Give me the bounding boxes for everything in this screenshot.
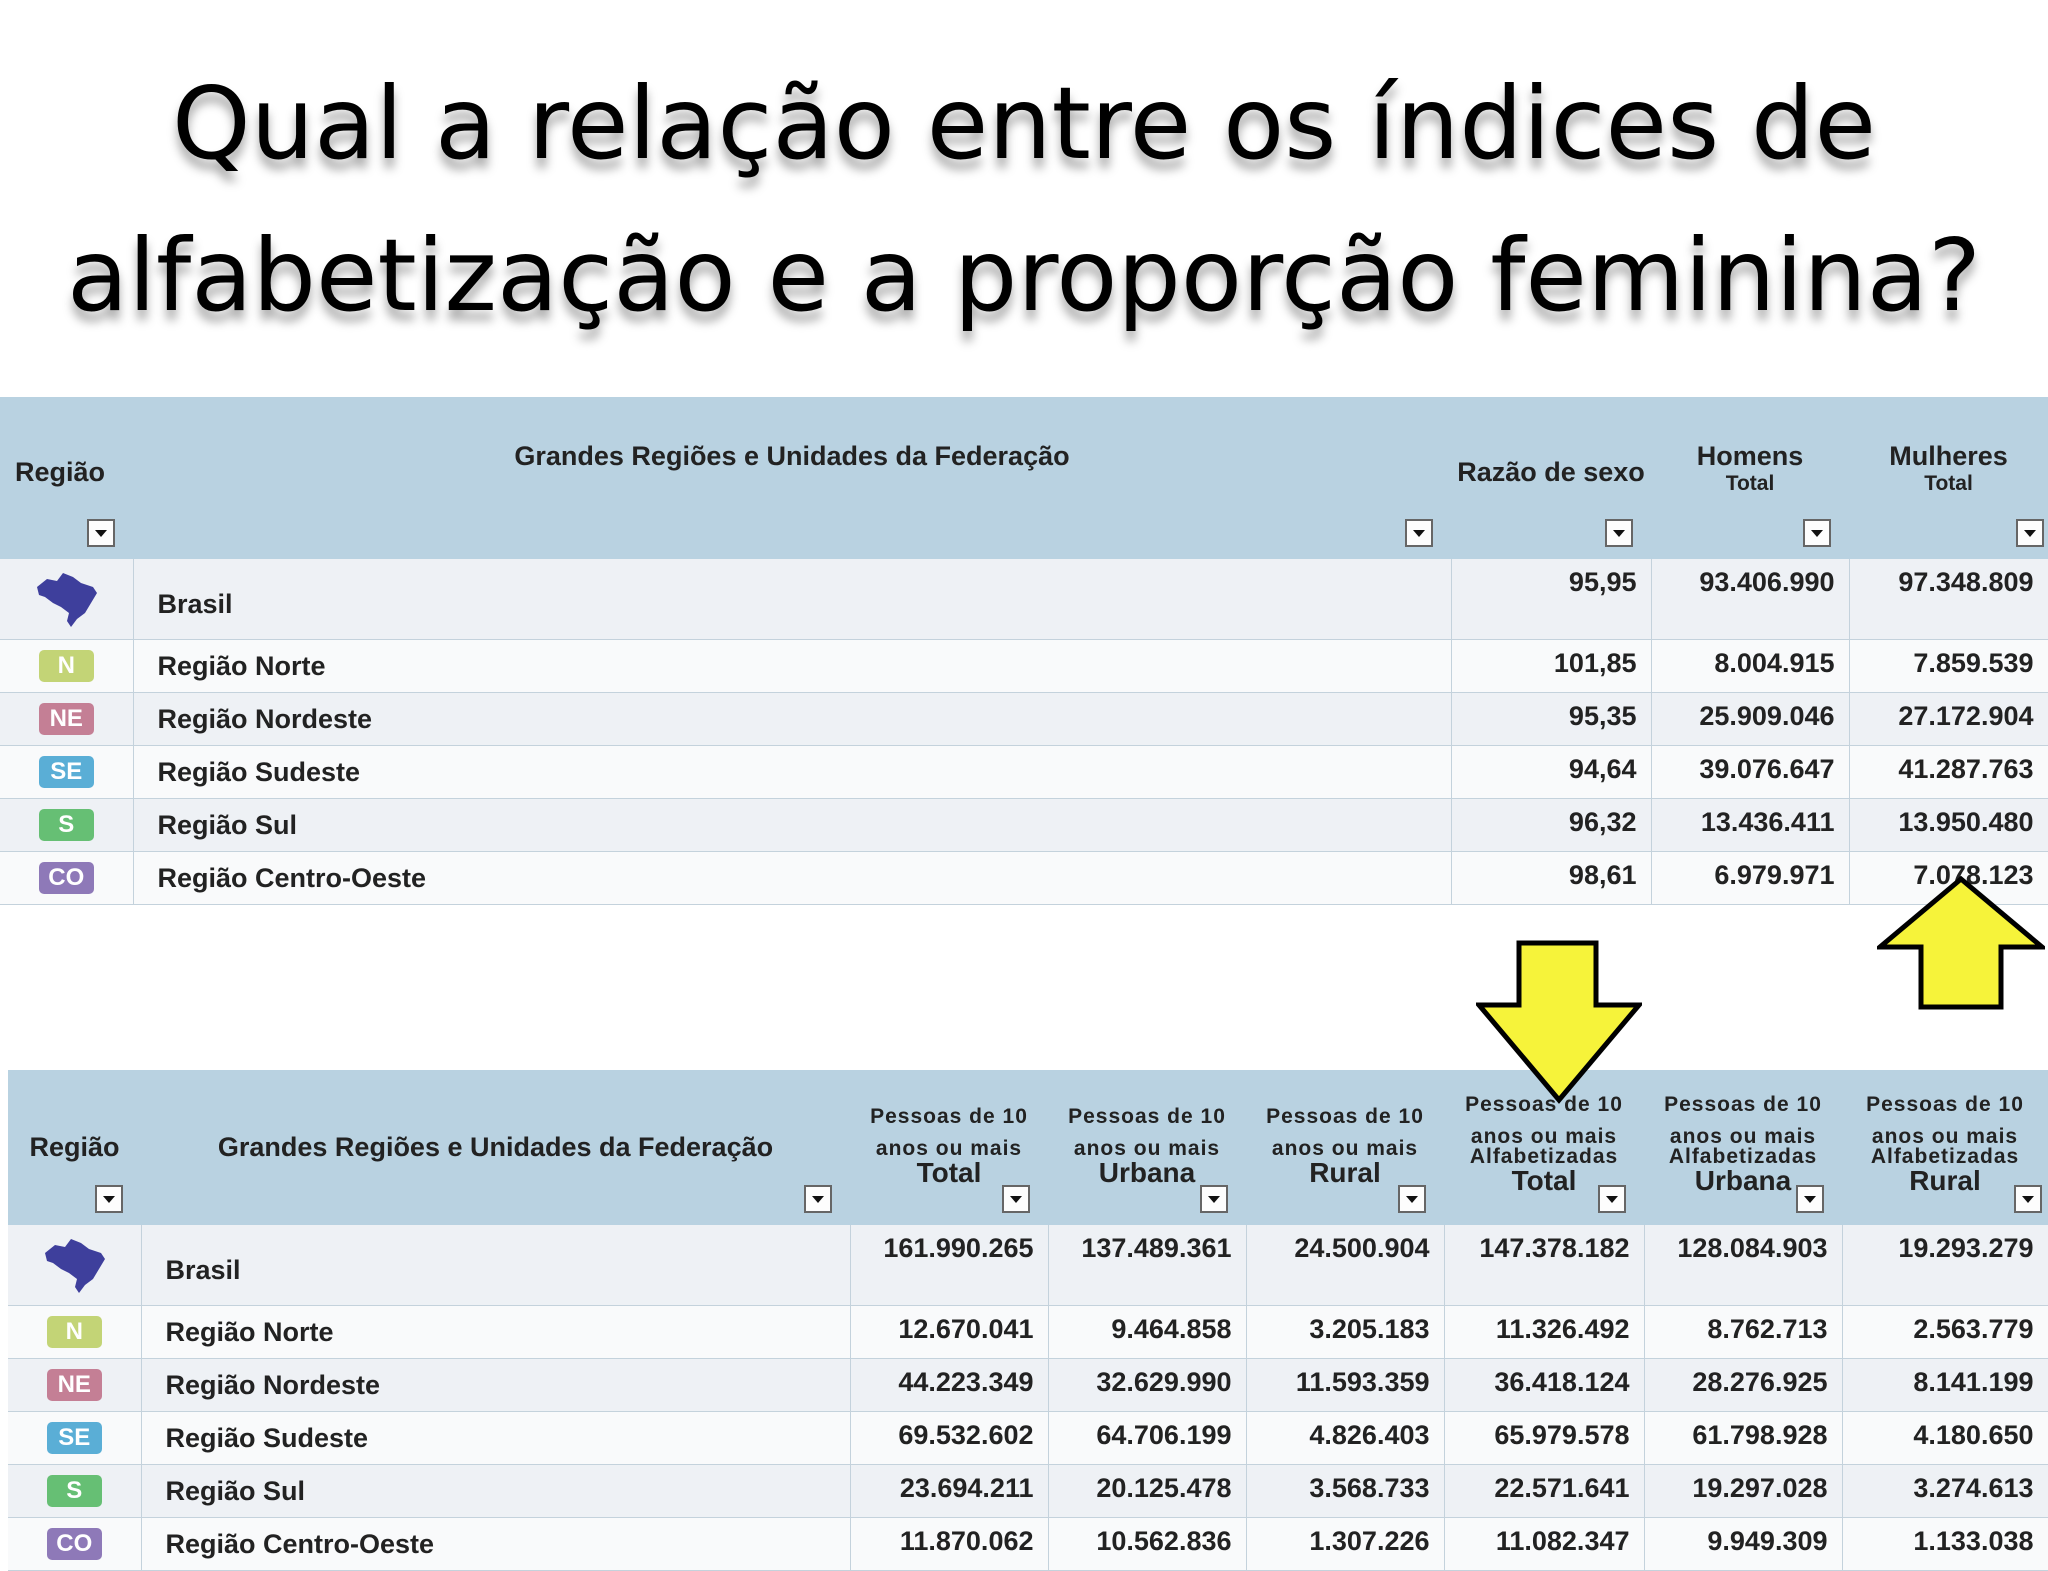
brazil-map-icon bbox=[33, 569, 99, 629]
homens-value: 93.406.990 bbox=[1651, 559, 1849, 640]
razao-value: 95,35 bbox=[1451, 693, 1651, 746]
razao-value: 96,32 bbox=[1451, 799, 1651, 852]
total-value: 23.694.211 bbox=[850, 1465, 1048, 1518]
alf-urbana-value: 128.084.903 bbox=[1644, 1225, 1842, 1306]
alf-total-value: 36.418.124 bbox=[1444, 1359, 1644, 1412]
slide-title-line-1: Qual a relação entre os índices de bbox=[172, 65, 1876, 182]
alf-urbana-value: 8.762.713 bbox=[1644, 1306, 1842, 1359]
total-value: 69.532.602 bbox=[850, 1412, 1048, 1465]
urbana-value: 20.125.478 bbox=[1048, 1465, 1246, 1518]
region-badge-co: CO bbox=[39, 862, 94, 894]
total-value: 12.670.041 bbox=[850, 1306, 1048, 1359]
header-mulheres: Mulheres Total bbox=[1849, 397, 2048, 559]
dropdown-arrow-icon[interactable] bbox=[1803, 519, 1831, 547]
dropdown-arrow-icon[interactable] bbox=[1002, 1185, 1030, 1213]
rural-value: 1.307.226 bbox=[1246, 1518, 1444, 1571]
mulheres-value: 41.287.763 bbox=[1849, 746, 2048, 799]
dropdown-arrow-icon[interactable] bbox=[1605, 519, 1633, 547]
header-alfabetizadas-rural: Pessoas de 10 anos ou mais Alfabetizadas Rural bbox=[1842, 1070, 2048, 1225]
dropdown-arrow-icon[interactable] bbox=[2014, 1185, 2042, 1213]
total-value: 44.223.349 bbox=[850, 1359, 1048, 1412]
region-badge-s: S bbox=[47, 1475, 102, 1507]
region-badge-n: N bbox=[39, 650, 94, 682]
rural-value: 4.826.403 bbox=[1246, 1412, 1444, 1465]
slide-title bbox=[0, 48, 2048, 352]
region-name: Região Centro-Oeste bbox=[141, 1518, 850, 1571]
dropdown-arrow-icon[interactable] bbox=[87, 519, 115, 547]
alf-urbana-value: 28.276.925 bbox=[1644, 1359, 1842, 1412]
homens-value: 8.004.915 bbox=[1651, 640, 1849, 693]
table-row bbox=[8, 1306, 2048, 1359]
table-row bbox=[8, 1225, 2048, 1306]
region-name: Região Norte bbox=[141, 1306, 850, 1359]
region-badge-n: N bbox=[47, 1316, 102, 1348]
rural-value: 3.205.183 bbox=[1246, 1306, 1444, 1359]
region-badge-se: SE bbox=[47, 1422, 102, 1454]
header-razao-de-sexo: Razão de sexo bbox=[1451, 397, 1651, 559]
dropdown-arrow-icon[interactable] bbox=[95, 1185, 123, 1213]
alf-rural-value: 1.133.038 bbox=[1842, 1518, 2048, 1571]
region-name: Região Nordeste bbox=[141, 1359, 850, 1412]
header-pessoas-urbana: Pessoas de 10 anos ou mais Urbana bbox=[1048, 1070, 1246, 1225]
rural-value: 3.568.733 bbox=[1246, 1465, 1444, 1518]
homens-value: 39.076.647 bbox=[1651, 746, 1849, 799]
header-grandes-regioes: Grandes Regiões e Unidades da Federação bbox=[141, 1070, 850, 1225]
mulheres-value: 13.950.480 bbox=[1849, 799, 2048, 852]
urbana-value: 137.489.361 bbox=[1048, 1225, 1246, 1306]
total-value: 161.990.265 bbox=[850, 1225, 1048, 1306]
region-name: Região Nordeste bbox=[133, 693, 1451, 746]
mulheres-value: 7.078.123 bbox=[1849, 852, 2048, 905]
region-badge-s: S bbox=[39, 809, 94, 841]
header-alfabetizadas-urbana: Pessoas de 10 anos ou mais Alfabetizadas Urbana bbox=[1644, 1070, 1842, 1225]
alf-total-value: 147.378.182 bbox=[1444, 1225, 1644, 1306]
alf-urbana-value: 19.297.028 bbox=[1644, 1465, 1842, 1518]
rural-value: 11.593.359 bbox=[1246, 1359, 1444, 1412]
table-row bbox=[8, 1518, 2048, 1571]
header-regiao: Região bbox=[0, 397, 133, 559]
table-row bbox=[0, 640, 2048, 693]
alf-total-value: 65.979.578 bbox=[1444, 1412, 1644, 1465]
homens-value: 6.979.971 bbox=[1651, 852, 1849, 905]
dropdown-arrow-icon[interactable] bbox=[2016, 519, 2044, 547]
yellow-arrow-up-icon bbox=[1877, 876, 2045, 1010]
homens-value: 13.436.411 bbox=[1651, 799, 1849, 852]
region-badge-se: SE bbox=[39, 756, 94, 788]
header-homens: Homens Total bbox=[1651, 397, 1849, 559]
region-name: Região Sul bbox=[133, 799, 1451, 852]
total-value: 11.870.062 bbox=[850, 1518, 1048, 1571]
header-pessoas-total: Pessoas de 10 anos ou mais Total bbox=[850, 1070, 1048, 1225]
mulheres-value: 27.172.904 bbox=[1849, 693, 2048, 746]
alf-rural-value: 3.274.613 bbox=[1842, 1465, 2048, 1518]
region-badge-co: CO bbox=[47, 1528, 102, 1560]
header-alfabetizadas-total: Pessoas de 10 anos ou mais Alfabetizadas Total bbox=[1444, 1070, 1644, 1225]
dropdown-arrow-icon[interactable] bbox=[804, 1185, 832, 1213]
literacy-table bbox=[8, 1070, 2048, 1571]
mulheres-value: 97.348.809 bbox=[1849, 559, 2048, 640]
region-badge-ne: NE bbox=[39, 703, 94, 735]
table-row bbox=[8, 1465, 2048, 1518]
alf-urbana-value: 61.798.928 bbox=[1644, 1412, 1842, 1465]
urbana-value: 10.562.836 bbox=[1048, 1518, 1246, 1571]
yellow-arrow-down-icon bbox=[1476, 940, 1642, 1104]
header-regiao: Região bbox=[8, 1070, 141, 1225]
dropdown-arrow-icon[interactable] bbox=[1598, 1185, 1626, 1213]
razao-value: 95,95 bbox=[1451, 559, 1651, 640]
region-name: Região Centro-Oeste bbox=[133, 852, 1451, 905]
sex-ratio-table bbox=[0, 397, 2048, 905]
region-name: Região Sudeste bbox=[141, 1412, 850, 1465]
table-header-row bbox=[8, 1070, 2048, 1225]
alf-rural-value: 8.141.199 bbox=[1842, 1359, 2048, 1412]
urbana-value: 64.706.199 bbox=[1048, 1412, 1246, 1465]
table-row bbox=[8, 1359, 2048, 1412]
homens-value: 25.909.046 bbox=[1651, 693, 1849, 746]
table-row bbox=[0, 559, 2048, 640]
alf-rural-value: 19.293.279 bbox=[1842, 1225, 2048, 1306]
rural-value: 24.500.904 bbox=[1246, 1225, 1444, 1306]
table-row bbox=[0, 746, 2048, 799]
table-row bbox=[8, 1412, 2048, 1465]
alf-total-value: 22.571.641 bbox=[1444, 1465, 1644, 1518]
dropdown-arrow-icon[interactable] bbox=[1796, 1185, 1824, 1213]
table-row bbox=[0, 693, 2048, 746]
alf-rural-value: 4.180.650 bbox=[1842, 1412, 2048, 1465]
table-row bbox=[0, 852, 2048, 905]
region-name: Região Norte bbox=[133, 640, 1451, 693]
header-grandes-regioes: Grandes Regiões e Unidades da Federação bbox=[133, 397, 1451, 559]
header-pessoas-rural: Pessoas de 10 anos ou mais Rural bbox=[1246, 1070, 1444, 1225]
razao-value: 101,85 bbox=[1451, 640, 1651, 693]
urbana-value: 9.464.858 bbox=[1048, 1306, 1246, 1359]
alf-rural-value: 2.563.779 bbox=[1842, 1306, 2048, 1359]
slide-title-line-2: alfabetização e a proporção feminina? bbox=[66, 217, 1982, 334]
region-badge-ne: NE bbox=[47, 1369, 102, 1401]
razao-value: 94,64 bbox=[1451, 746, 1651, 799]
table-row bbox=[0, 799, 2048, 852]
dropdown-arrow-icon[interactable] bbox=[1398, 1185, 1426, 1213]
alf-urbana-value: 9.949.309 bbox=[1644, 1518, 1842, 1571]
alf-total-value: 11.082.347 bbox=[1444, 1518, 1644, 1571]
table-header-row bbox=[0, 397, 2048, 559]
region-name: Região Sul bbox=[141, 1465, 850, 1518]
brazil-map-icon bbox=[41, 1235, 107, 1295]
dropdown-arrow-icon[interactable] bbox=[1200, 1185, 1228, 1213]
mulheres-value: 7.859.539 bbox=[1849, 640, 2048, 693]
urbana-value: 32.629.990 bbox=[1048, 1359, 1246, 1412]
dropdown-arrow-icon[interactable] bbox=[1405, 519, 1433, 547]
region-name: Brasil bbox=[133, 559, 1451, 640]
alf-total-value: 11.326.492 bbox=[1444, 1306, 1644, 1359]
region-name: Brasil bbox=[141, 1225, 850, 1306]
region-name: Região Sudeste bbox=[133, 746, 1451, 799]
razao-value: 98,61 bbox=[1451, 852, 1651, 905]
